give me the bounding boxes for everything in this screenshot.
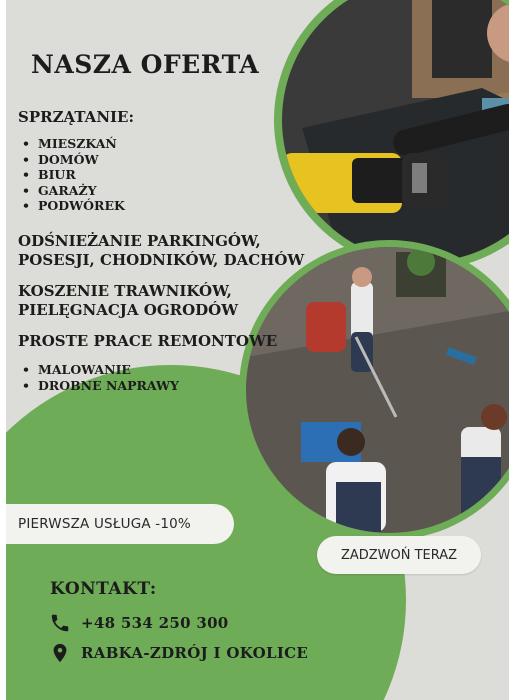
- renovation-heading: PROSTE PRACE REMONTOWE: [18, 332, 278, 350]
- list-item: • MALOWANIE: [20, 362, 179, 378]
- gardening-line-2: PIELĘGNACJA OGRODÓW: [18, 301, 239, 319]
- list-item: • PODWÓREK: [20, 198, 125, 214]
- phone-number: +48 534 250 300: [81, 614, 229, 632]
- discount-badge: [6, 504, 234, 544]
- cleaning-heading: SPRZĄTANIE:: [18, 108, 135, 126]
- list-item: • DOMÓW: [20, 152, 125, 168]
- list-item: • MIESZKAŃ: [20, 136, 125, 152]
- contact-phone[interactable]: [49, 612, 229, 634]
- gardening-heading: [18, 282, 238, 320]
- cleaning-list: [20, 136, 125, 214]
- flyer: [6, 0, 509, 700]
- renovation-list: [20, 362, 179, 393]
- list-item: • DROBNE NAPRAWY: [20, 378, 179, 394]
- list-item: • BIUR: [20, 167, 125, 183]
- discount-text: PIERWSZA USŁUGA -10%: [18, 516, 191, 532]
- gardening-line-1: KOSZENIE TRAWNIKÓW,: [18, 282, 232, 300]
- list-item: • GARAŻY: [20, 183, 125, 199]
- page-title: NASZA OFERTA: [31, 50, 260, 79]
- phone-icon: [49, 612, 71, 634]
- contact-heading: KONTAKT:: [50, 579, 157, 599]
- call-now-label: ZADZWOŃ TERAZ: [340, 547, 458, 563]
- contact-location: [49, 642, 308, 664]
- snow-removal-heading: [18, 232, 304, 270]
- snow-removal-line-2: POSESJI, CHODNIKÓW, DACHÓW: [18, 251, 305, 269]
- map-pin-icon: [49, 642, 71, 664]
- snow-removal-line-1: ODŚNIEŻANIE PARKINGÓW,: [18, 232, 261, 250]
- call-now-button[interactable]: [317, 536, 481, 574]
- location-text: RABKA-ZDRÓJ I OKOLICE: [81, 644, 309, 662]
